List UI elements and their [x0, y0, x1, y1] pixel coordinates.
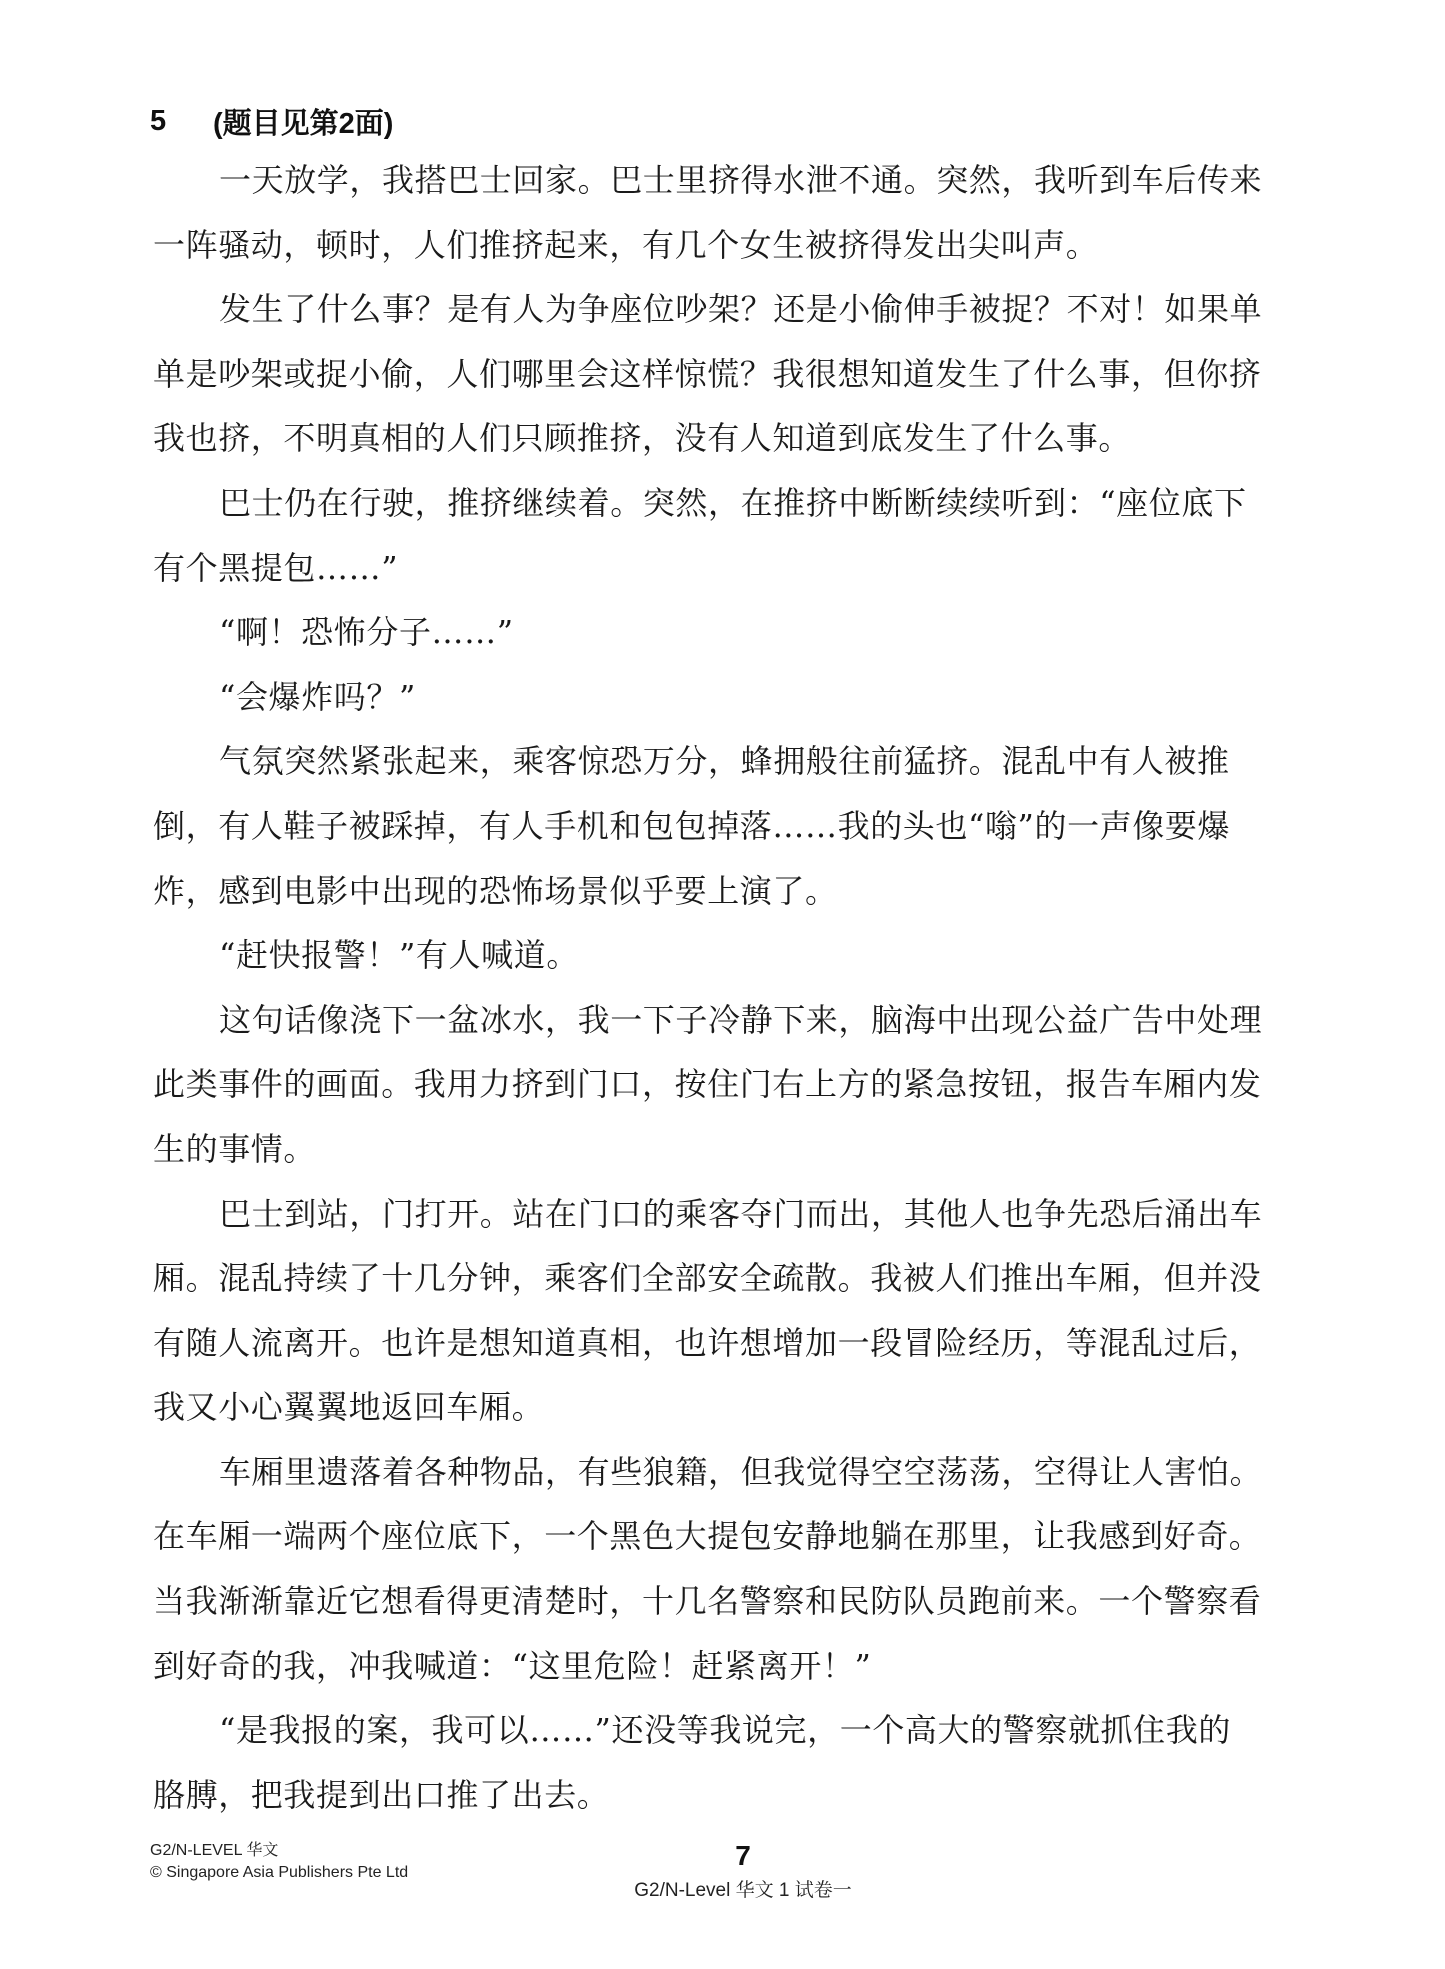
paragraph-line: 巴士到站，门打开。站在门口的乘客夺门而出，其他人也争先恐后涌出车: [219, 1194, 1263, 1233]
paragraph: [153, 1708, 1343, 1837]
paragraph: [153, 610, 1343, 675]
paragraph-line: 气氛突然紧张起来，乘客惊恐万分，蜂拥般往前猛挤。混乱中有人被推: [219, 742, 1230, 781]
paragraph-line: 车厢里遗落着各种物品，有些狼籍，但我觉得空空荡荡，空得让人害怕。: [219, 1452, 1263, 1491]
paragraph: [153, 158, 1343, 287]
paragraph-line: 发生了什么事？是有人为争座位吵架？还是小偷伸手被捉？不对！如果单: [219, 290, 1263, 329]
paragraph-line: 单是吵架或捉小偷，人们哪里会这样惊慌？我很想知道发生了什么事，但你挤: [153, 354, 1262, 393]
question-header: [150, 103, 393, 139]
paragraph-line: 有个黑提包……”: [153, 548, 399, 587]
passage: [153, 158, 1343, 1837]
paragraph-line: 此类事件的画面。我用力挤到门口，按住门右上方的紧急按钮，报告车厢内发: [153, 1065, 1262, 1104]
page-number: 7: [735, 1840, 751, 1871]
paragraph-line: 我又小心翼翼地返回车厢。: [153, 1388, 545, 1427]
paragraph-line: “啊！恐怖分子……”: [219, 613, 514, 652]
footer-left: [150, 1840, 408, 1884]
paragraph: [153, 998, 1343, 1192]
paragraph: [153, 739, 1343, 933]
footer-center: [540, 1840, 946, 1904]
paragraph-line: 到好奇的我，冲我喊道：“这里危险！赶紧离开！”: [153, 1646, 872, 1685]
paragraph-line: “赶快报警！”有人喊道。: [219, 936, 579, 975]
paper-label: G2/N-Level 华文 1 试卷一: [634, 1880, 852, 1901]
copyright-notice: © Singapore Asia Publishers Pte Ltd: [150, 1864, 409, 1881]
paragraph-line: 倒，有人鞋子被踩掉，有人手机和包包掉落……我的头也“嗡”的一声像要爆: [153, 806, 1231, 845]
paragraph-line: 厢。混乱持续了十几分钟，乘客们全部安全疏散。我被人们推出车厢，但并没: [153, 1259, 1262, 1298]
paragraph-line: 生的事情。: [153, 1129, 317, 1168]
paragraph-line: 在车厢一端两个座位底下，一个黑色大提包安静地躺在那里，让我感到好奇。: [153, 1517, 1262, 1556]
paragraph: [153, 675, 1343, 740]
paragraph-line: 一阵骚动，顿时，人们推挤起来，有几个女生被挤得发出尖叫声。: [153, 225, 1099, 264]
paragraph: [153, 1450, 1343, 1708]
paragraph: [153, 1192, 1343, 1450]
paragraph: [153, 287, 1343, 481]
paragraph-line: 巴士仍在行驶，推挤继续着。突然，在推挤中断断续续听到：“座位底下: [219, 483, 1247, 522]
paragraph-line: 我也挤，不明真相的人们只顾推挤，没有人知道到底发生了什么事。: [153, 419, 1132, 458]
paragraph-line: 一天放学，我搭巴士回家。巴士里挤得水泄不通。突然，我听到车后传来: [219, 161, 1263, 199]
series-label: G2/N-LEVEL 华文: [150, 1842, 279, 1859]
paragraph: [153, 481, 1343, 610]
paragraph-line: 这句话像浇下一盆冰水，我一下子冷静下来，脑海中出现公益广告中处理: [219, 1000, 1263, 1039]
paragraph-line: “会爆炸吗？”: [219, 677, 416, 716]
paragraph-line: 炸，感到电影中出现的恐怖场景似乎要上演了。: [153, 871, 838, 910]
paragraph-line: 有随人流离开。也许是想知道真相，也许想增加一段冒险经历，等混乱过后，: [153, 1323, 1262, 1362]
paragraph-line: 胳膊，把我提到出口推了出去。: [153, 1775, 610, 1814]
paragraph-line: 当我渐渐靠近它想看得更清楚时，十几名警察和民防队员跑前来。一个警察看: [153, 1582, 1262, 1621]
question-reference: (题目见第2面): [213, 107, 394, 140]
paragraph: [153, 933, 1343, 998]
paragraph-line: “是我报的案，我可以……”还没等我说完，一个高大的警察就抓住我的: [219, 1711, 1231, 1750]
question-number: 5: [150, 104, 167, 137]
